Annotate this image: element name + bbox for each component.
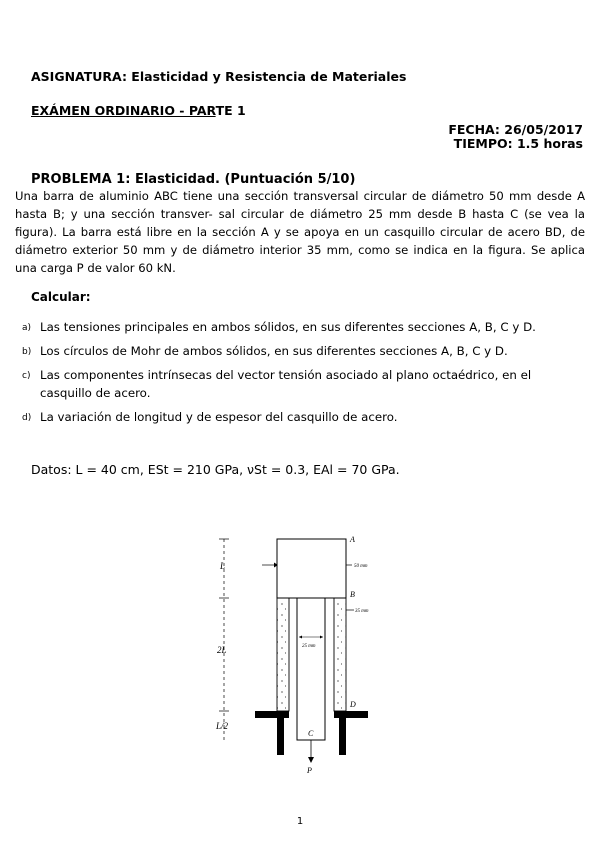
label-B: B <box>350 590 355 599</box>
exam-title <box>31 103 246 118</box>
exam-title-rest: TE 1 <box>215 103 246 118</box>
task-marker: d) <box>22 413 32 423</box>
task-item <box>22 366 577 402</box>
label-L: L <box>220 561 226 571</box>
label-P: P <box>307 766 312 775</box>
label-L-half: L/2 <box>216 721 229 731</box>
label-A: A <box>350 535 355 544</box>
datos-line: Datos: L = 40 cm, ESt = 210 GPa, νSt = 0.3, EAl = 70 GPa. <box>31 462 400 477</box>
task-marker: a) <box>22 323 32 333</box>
exam-title-underlined: EXÁMEN ORDINARIO - PAR <box>31 103 216 118</box>
label-25mm: 25 mm <box>302 644 316 649</box>
task-text: Los círculos de Mohr de ambos sólidos, en sus diferentes secciones A, B, C y D. <box>40 344 508 358</box>
label-C: C <box>308 729 314 738</box>
task-marker: c) <box>22 371 31 381</box>
task-marker: b) <box>22 347 32 357</box>
lower-rod <box>297 598 325 740</box>
task-text: La variación de longitud y de espesor del casquillo de acero. <box>40 410 398 424</box>
sleeve-wall-right <box>334 598 346 711</box>
support-left <box>255 711 289 755</box>
calcular-heading: Calcular: <box>31 290 91 304</box>
task-item <box>22 342 577 360</box>
task-text: Las componentes intrínsecas del vector tensión asociado al plano octaédrico, en el casquillo de acero. <box>40 368 532 400</box>
bar-sleeve-figure <box>200 525 400 785</box>
problem-statement: Una barra de aluminio ABC tiene una sección transversal circular de diámetro 50 mm desde A hasta B; y una sección transver- sal circular de diámetro 25 mm desde B hasta C (se vea la figura). La barra está libre en la sección A y se apoya en un casquillo circular de acero BD, de diámetro exterior 50 mm y de diámetro interior 35 mm, como se indica en la figura. Se aplica una carga P de valor 60 kN. <box>15 189 585 275</box>
label-D: D <box>350 700 356 709</box>
problem-title: PROBLEMA 1: Elasticidad. (Puntuación 5/10) <box>31 172 356 187</box>
task-text: Las tensiones principales en ambos sólidos, en sus diferentes secciones A, B, C y D. <box>40 320 536 334</box>
subject-line: ASIGNATURA: Elasticidad y Resistencia de Materiales <box>31 69 407 84</box>
page-number: 1 <box>296 816 304 827</box>
label-50mm: 50 mm <box>354 564 368 569</box>
exam-time: TIEMPO: 1.5 horas <box>453 136 583 151</box>
task-list <box>22 318 577 432</box>
exam-meta <box>448 123 583 151</box>
sleeve-wall-left <box>277 598 289 711</box>
label-2L: 2L <box>217 645 227 655</box>
task-item <box>22 318 577 336</box>
exam-date: FECHA: 26/05/2017 <box>448 122 583 137</box>
task-item <box>22 408 577 426</box>
load-arrow <box>308 757 314 763</box>
support-right <box>334 711 368 755</box>
upper-bar-section <box>277 539 346 598</box>
label-35mm: 35 mm <box>355 609 369 614</box>
